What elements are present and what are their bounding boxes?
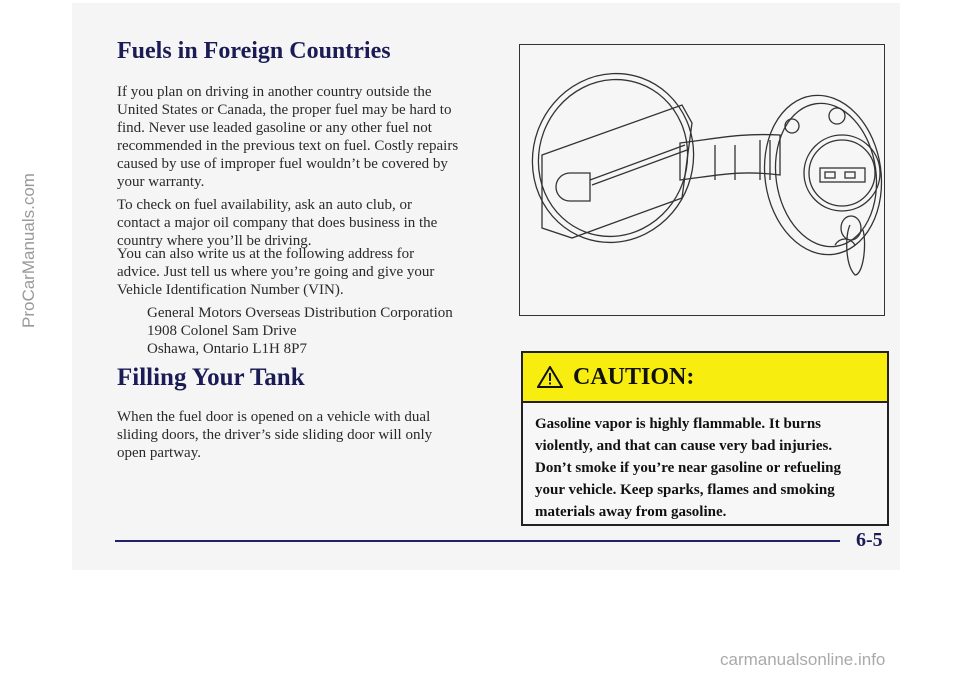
page-number: 6-5 — [856, 529, 883, 551]
caution-header — [523, 353, 887, 403]
paragraph-foreign-intro — [117, 83, 517, 191]
text-line: open partway. — [117, 445, 201, 461]
text-line: contact a major oil company that does business in the — [117, 215, 438, 231]
caution-line: violently, and that can cause very bad injuries. — [535, 438, 833, 454]
heading-fuels-foreign: Fuels in Foreign Countries — [117, 38, 391, 64]
paragraph-fuel-availability — [117, 196, 517, 250]
text-line: United States or Canada, the proper fuel may be hard to — [117, 102, 452, 118]
caution-line: Gasoline vapor is highly flammable. It burns — [535, 416, 822, 432]
caution-title: CAUTION: — [573, 363, 695, 390]
caution-box — [521, 351, 889, 526]
text-line: When the fuel door is opened on a vehicle with dual — [117, 409, 431, 425]
text-line: country where you’ll be driving. — [117, 233, 312, 249]
caution-line: your vehicle. Keep sparks, flames and smoking — [535, 482, 835, 498]
mailing-address — [147, 304, 547, 358]
text-line: your warranty. — [117, 174, 205, 190]
address-line: General Motors Overseas Distribution Corporation — [147, 305, 453, 321]
text-line: advice. Just tell us where you’re going and give your — [117, 264, 435, 280]
caution-line: Don’t smoke if you’re near gasoline or refueling — [535, 460, 841, 476]
paragraph-write-us — [117, 245, 517, 299]
heading-filling-tank: Filling Your Tank — [117, 364, 305, 391]
text-line: find. Never use leaded gasoline or any other fuel not — [117, 120, 432, 136]
warning-triangle-icon — [537, 366, 563, 388]
caution-line: materials away from gasoline. — [535, 504, 727, 520]
caution-text — [523, 403, 887, 533]
text-line: Vehicle Identification Number (VIN). — [117, 282, 344, 298]
text-line: To check on fuel availability, ask an auto club, or — [117, 197, 412, 213]
watermark-bottom: carmanualsonline.info — [720, 650, 886, 669]
text-line: recommended in the previous text on fuel. Costly repairs — [117, 138, 459, 154]
paragraph-filling-tank — [117, 408, 517, 462]
fuel-door-illustration — [519, 44, 885, 316]
text-line: caused by use of improper fuel wouldn’t be covered by — [117, 156, 448, 172]
text-line: If you plan on driving in another country outside the — [117, 84, 432, 100]
text-line: sliding doors, the driver’s side sliding door will only — [117, 427, 433, 443]
text-line: You can also write us at the following address for — [117, 246, 415, 262]
address-line: 1908 Colonel Sam Drive — [147, 323, 297, 339]
footer-rule — [115, 540, 840, 542]
address-line: Oshawa, Ontario L1H 8P7 — [147, 341, 307, 357]
